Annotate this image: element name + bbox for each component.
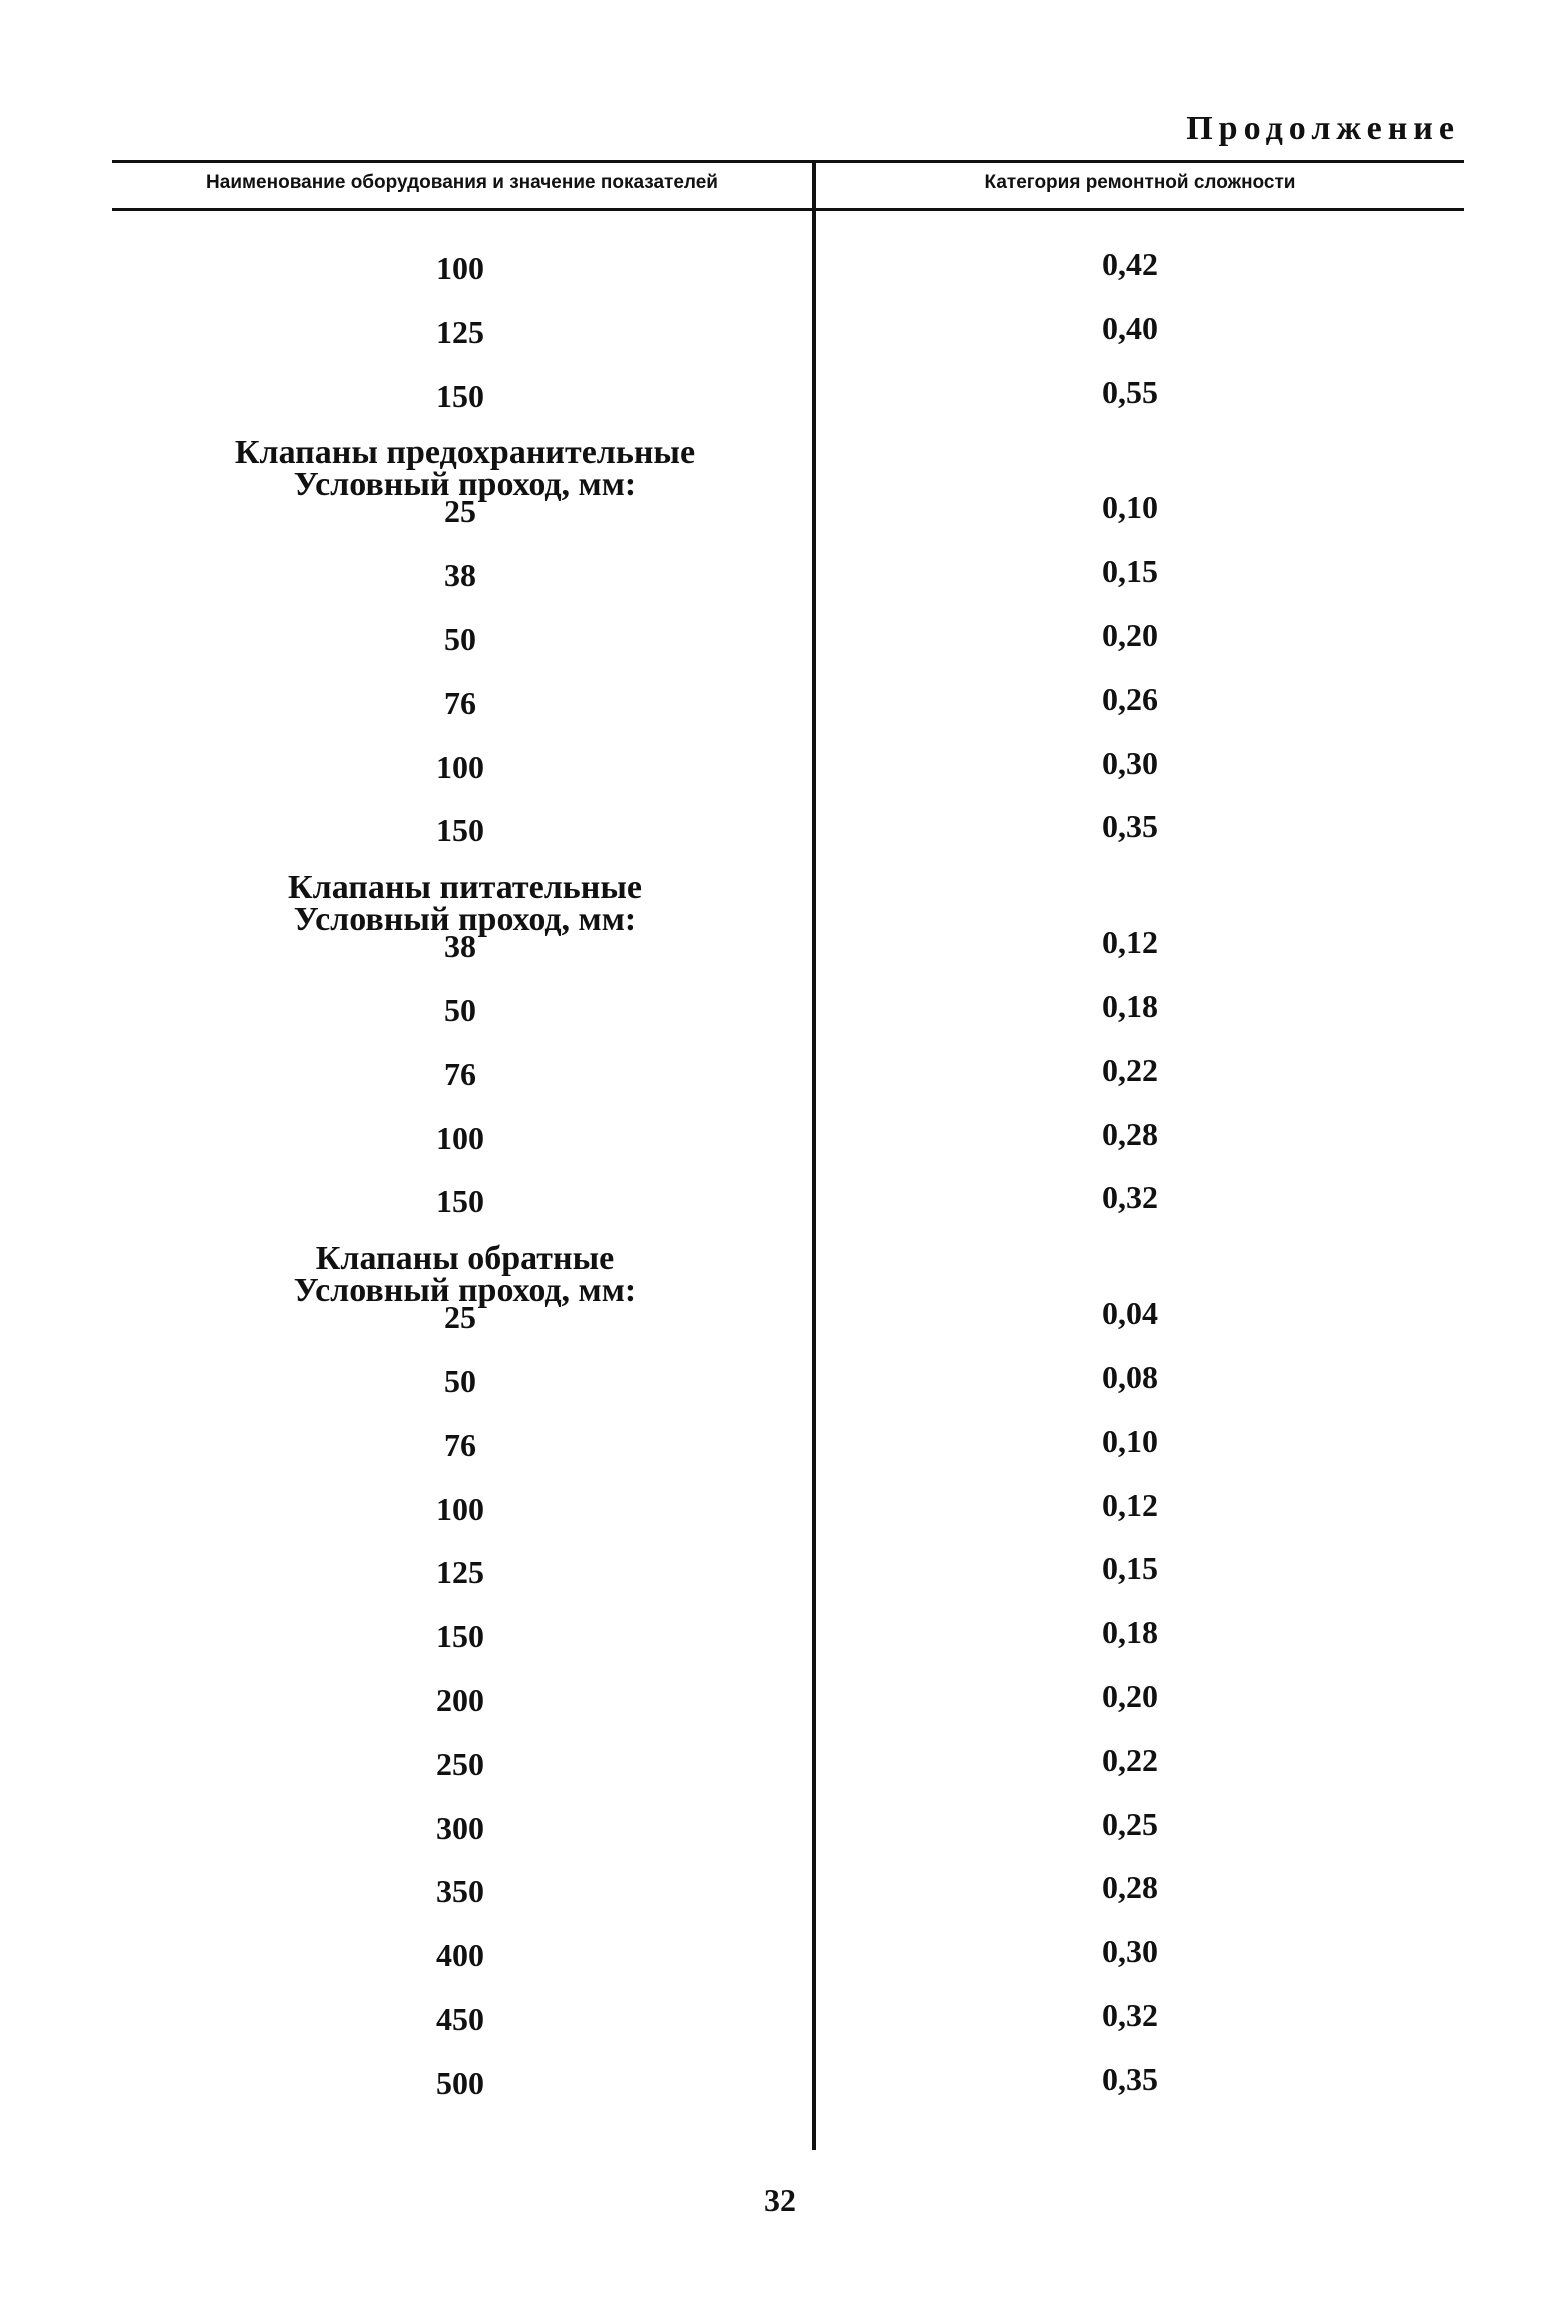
row-parameter: 150 [436,377,484,414]
header-bottom-rule [112,208,1464,211]
row-complexity-value: 0,40 [1102,309,1158,346]
row-complexity-value: 0,28 [1102,1869,1158,1906]
row-complexity-value: 0,20 [1102,1678,1158,1714]
row-complexity-value: 0,18 [1102,988,1158,1024]
row-complexity-value: 0,15 [1102,1550,1158,1587]
row-parameter: 38 [444,557,476,594]
row-complexity-value: 0,08 [1102,1359,1158,1395]
group-title: Клапаны предохранительные [234,434,696,472]
group-subtitle: Условный проход, мм: [293,901,637,939]
row-parameter: 76 [444,684,476,721]
row-parameter: 250 [436,1745,484,1782]
row-parameter: 200 [436,1682,484,1718]
row-parameter: 450 [436,2001,484,2037]
row-parameter: 150 [436,1183,484,1220]
row-complexity-value: 0,28 [1102,1115,1158,1152]
row-complexity-value: 0,12 [1102,1486,1158,1523]
header-right: Категория ремонтной сложности [984,172,1296,193]
row-complexity-value: 0,20 [1102,617,1158,653]
row-parameter: 50 [444,621,476,657]
row-complexity-value: 0,55 [1102,373,1158,410]
row-parameter: 25 [444,1299,476,1336]
row-complexity-value: 0,30 [1102,744,1158,781]
row-complexity-value: 0,10 [1102,489,1158,526]
row-complexity-value: 0,18 [1102,1614,1158,1651]
row-complexity-value: 0,12 [1102,924,1158,961]
row-parameter: 100 [436,748,484,785]
group-subtitle: Условный проход, мм: [293,1272,637,1310]
row-complexity-value: 0,26 [1102,680,1158,717]
row-parameter: 150 [436,1618,484,1655]
row-parameter: 76 [444,1426,476,1463]
row-parameter: 400 [436,1937,484,1974]
row-complexity-value: 0,10 [1102,1422,1158,1459]
row-complexity-value: 0,35 [1102,2060,1158,2097]
row-complexity-value: 0,25 [1102,1805,1158,1842]
row-parameter: 350 [436,1873,484,1910]
row-parameter: 38 [444,928,476,965]
row-complexity-value: 0,04 [1102,1295,1158,1332]
column-divider [812,160,816,2150]
continuation-label: Продолжение [1186,110,1460,147]
page-number: 32 [764,2182,796,2218]
row-parameter: 25 [444,493,476,530]
row-complexity-value: 0,42 [1102,246,1158,282]
row-parameter: 100 [436,1119,484,1156]
row-complexity-value: 0,32 [1102,1179,1158,1216]
group-title: Клапаны обратные [315,1240,615,1278]
row-complexity-value: 0,32 [1102,1997,1158,2033]
group-subtitle: Условный проход, мм: [293,466,637,504]
row-parameter: 100 [436,250,484,286]
row-complexity-value: 0,22 [1102,1741,1158,1778]
row-complexity-value: 0,15 [1102,553,1158,590]
group-title: Клапаны питательные [288,869,642,907]
row-complexity-value: 0,35 [1102,808,1158,845]
header-top-rule [112,160,1464,163]
row-complexity-value: 0,30 [1102,1933,1158,1970]
row-parameter: 50 [444,992,476,1028]
row-parameter: 76 [444,1055,476,1092]
row-parameter: 125 [436,1554,484,1591]
row-parameter: 300 [436,1809,484,1846]
row-complexity-value: 0,22 [1102,1051,1158,1088]
row-parameter: 125 [436,313,484,350]
row-parameter: 50 [444,1363,476,1399]
row-parameter: 100 [436,1490,484,1527]
row-parameter: 500 [436,2064,484,2101]
header-left: Наименование оборудования и значение показателей [206,172,718,193]
row-parameter: 150 [436,812,484,849]
